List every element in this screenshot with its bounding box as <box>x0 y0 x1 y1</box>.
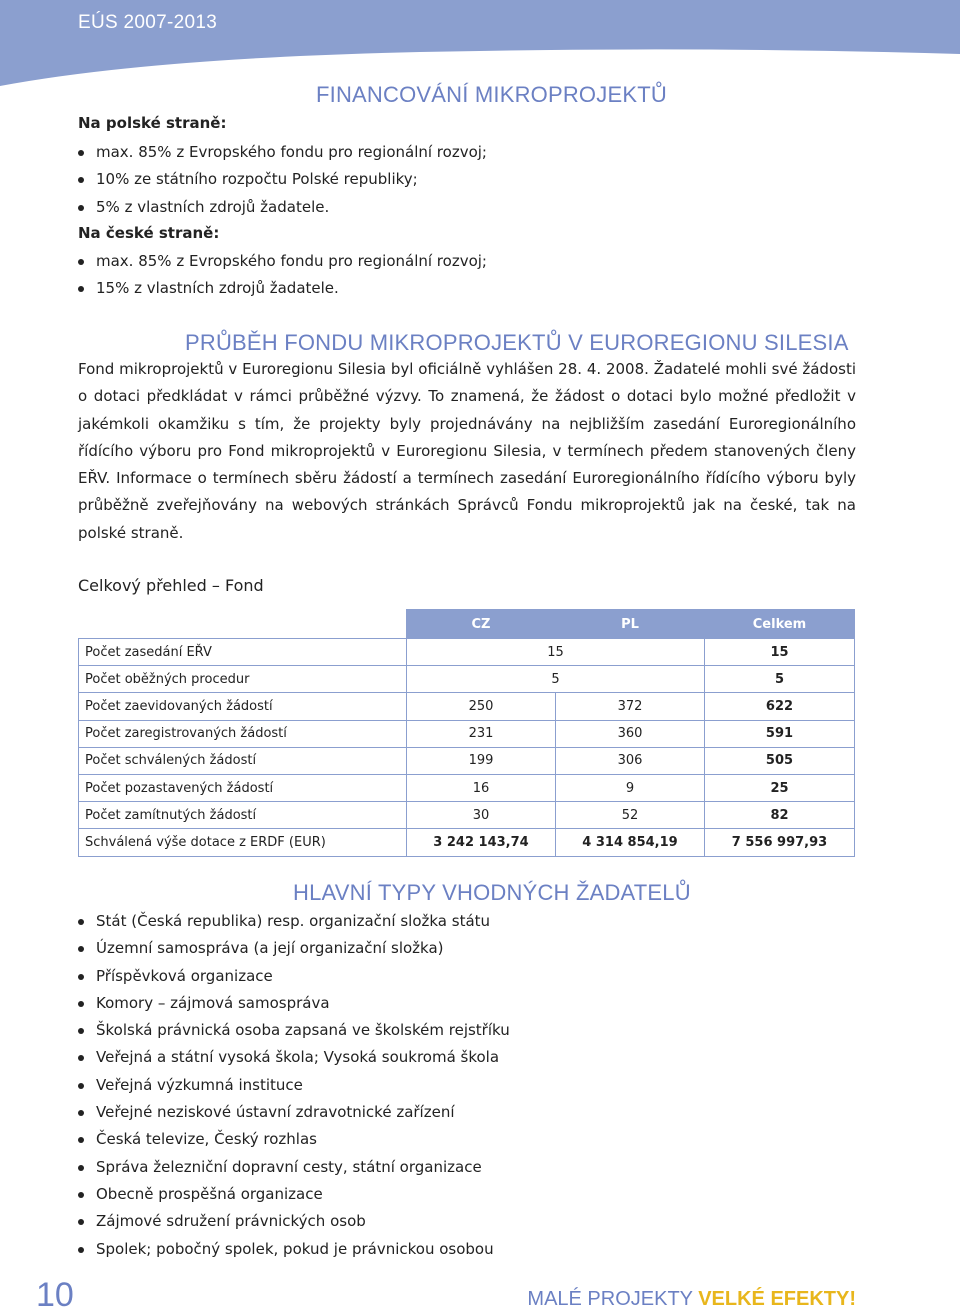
row-pl: 52 <box>556 802 705 829</box>
slogan-accent: VELKÉ EFEKTY! <box>698 1288 856 1310</box>
table-row <box>79 802 855 829</box>
row-label: Počet pozastavených žádostí <box>79 774 407 801</box>
table-header-cz: CZ <box>407 610 556 639</box>
list-item: 5% z vlastních zdrojů žadatele. <box>78 194 487 221</box>
table-header-pl: PL <box>556 610 705 639</box>
row-pl: 9 <box>556 774 705 801</box>
row-label: Schválená výše dotace z ERDF (EUR) <box>79 829 407 856</box>
table-row <box>79 747 855 774</box>
row-cz: 231 <box>407 720 556 747</box>
list-item: Správa železniční dopravní cesty, státní organizace <box>78 1154 510 1181</box>
table-row <box>79 639 855 666</box>
list-item: Územní samospráva (a její organizační složka) <box>78 935 510 962</box>
table-row <box>79 774 855 801</box>
row-cz: 199 <box>407 747 556 774</box>
row-shared-value: 15 <box>407 639 705 666</box>
table-row <box>79 666 855 693</box>
row-pl: 372 <box>556 693 705 720</box>
list-item: Školská právnická osoba zapsaná ve školském rejstříku <box>78 1017 510 1044</box>
row-total: 622 <box>705 693 855 720</box>
progress-title: PRŮBĚH FONDU MIKROPROJEKTŮ V EUROREGIONU SILESIA <box>185 330 849 355</box>
polish-side-list <box>78 139 487 221</box>
list-item: Česká televize, Český rozhlas <box>78 1126 510 1153</box>
financing-title: FINANCOVÁNÍ MIKROPROJEKTŮ <box>316 82 667 107</box>
row-label: Počet zaregistrovaných žádostí <box>79 720 407 747</box>
header-bar <box>0 0 960 46</box>
row-cz: 30 <box>407 802 556 829</box>
row-label: Počet zamítnutých žádostí <box>79 802 407 829</box>
row-total: 7 556 997,93 <box>705 829 855 856</box>
table-row <box>79 720 855 747</box>
row-total: 15 <box>705 639 855 666</box>
header-tag: EÚS 2007-2013 <box>78 12 218 33</box>
row-label: Počet oběžných procedur <box>79 666 407 693</box>
list-item: 10% ze státního rozpočtu Polské republiky; <box>78 166 487 193</box>
row-label: Počet zaevidovaných žádostí <box>79 693 407 720</box>
list-item: Veřejná výzkumná instituce <box>78 1072 510 1099</box>
czech-side-heading: Na české straně: <box>78 224 220 242</box>
row-pl: 360 <box>556 720 705 747</box>
row-total: 505 <box>705 747 855 774</box>
row-cz: 3 242 143,74 <box>407 829 556 856</box>
overview-table <box>78 609 855 857</box>
row-total: 25 <box>705 774 855 801</box>
list-item: Spolek; pobočný spolek, pokud je právnickou osobou <box>78 1236 510 1263</box>
row-total: 591 <box>705 720 855 747</box>
row-label: Počet schválených žádostí <box>79 747 407 774</box>
list-item: max. 85% z Evropského fondu pro regionální rozvoj; <box>78 139 487 166</box>
list-item: Příspěvková organizace <box>78 963 510 990</box>
table-row <box>79 829 855 856</box>
czech-side-list <box>78 248 487 303</box>
table-header-blank <box>79 610 407 639</box>
page-number: 10 <box>36 1276 74 1314</box>
row-total: 82 <box>705 802 855 829</box>
slogan-plain: MALÉ PROJEKTY <box>527 1288 699 1310</box>
progress-paragraph: Fond mikroprojektů v Euroregionu Silesia byl oficiálně vyhlášen 28. 4. 2008. Žadatelé mohli své žádosti o dotaci předkládat v rámci průběžné výzvy. To znamená, že žádost o dotaci bylo možné předložit v jakémkoli okamžiku s tím, že projekty byly projednávány na nejbližším zasedání Euroregionálního řídícího výboru pro Fond mikroprojektů v Euroregionu Silesia, v termínech předem stanovených členy EŘV. Informace o termínech sběru žádostí a termínech zasedání Euroregionálního řídícího výboru byly průběžně zveřejňovány na webových stránkách Správců Fondu mikroprojektů jak na české, tak na polské straně. <box>78 360 856 542</box>
table-header-total: Celkem <box>705 610 855 639</box>
polish-side-heading: Na polské straně: <box>78 114 227 132</box>
header-curve-decoration <box>0 46 960 86</box>
list-item: max. 85% z Evropského fondu pro regionální rozvoj; <box>78 248 487 275</box>
list-item: Komory – zájmová samospráva <box>78 990 510 1017</box>
list-item: Stát (Česká republika) resp. organizační složka státu <box>78 908 510 935</box>
row-total: 5 <box>705 666 855 693</box>
list-item: Veřejná a státní vysoká škola; Vysoká soukromá škola <box>78 1044 510 1071</box>
list-item: 15% z vlastních zdrojů žadatele. <box>78 275 487 302</box>
applicants-list <box>78 908 510 1263</box>
list-item: Obecně prospěšná organizace <box>78 1181 510 1208</box>
list-item: Zájmové sdružení právnických osob <box>78 1208 510 1235</box>
row-cz: 16 <box>407 774 556 801</box>
footer-slogan <box>527 1288 856 1311</box>
row-shared-value: 5 <box>407 666 705 693</box>
overview-caption: Celkový přehled – Fond <box>78 576 264 595</box>
table-header-row <box>79 610 855 639</box>
table-row <box>79 693 855 720</box>
applicants-title: HLAVNÍ TYPY VHODNÝCH ŽADATELŮ <box>293 880 691 905</box>
list-item: Veřejné neziskové ústavní zdravotnické zařízení <box>78 1099 510 1126</box>
row-pl: 306 <box>556 747 705 774</box>
row-pl: 4 314 854,19 <box>556 829 705 856</box>
row-label: Počet zasedání EŘV <box>79 639 407 666</box>
row-cz: 250 <box>407 693 556 720</box>
